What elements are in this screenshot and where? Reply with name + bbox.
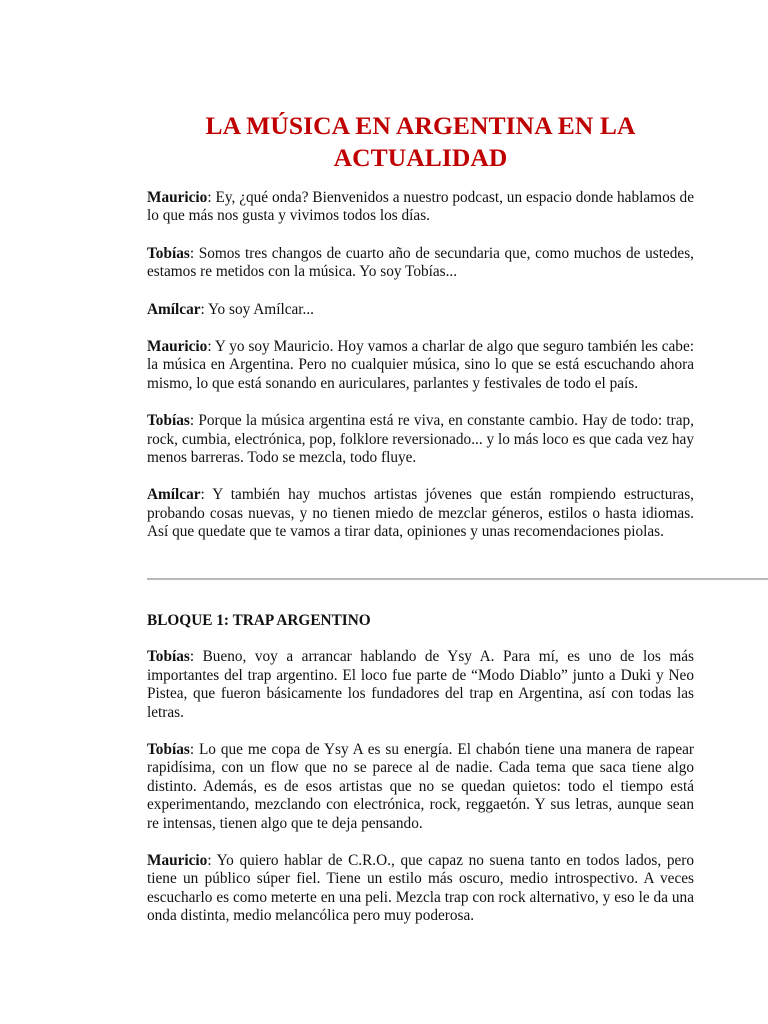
- dialogue-paragraph: [147, 412, 694, 467]
- speaker-name: Tobías: [147, 741, 190, 759]
- dialogue-text: : Bueno, voy a arrancar hablando de Ysy A. Para mí, es uno de los más importantes del trap argentino. El loco fue parte de “Modo Diablo” junto a Duki y Neo Pistea, que fueron básicamente los fundadores del trap en Argentina, así con todas las letras.: [147, 648, 694, 721]
- title-line-2: ACTUALIDAD: [333, 143, 508, 172]
- dialogue-text: : Y también hay muchos artistas jóvenes que están rompiendo estructuras, probando cosas nuevas, y no tienen miedo de mezclar géneros, estilos o hasta idiomas. Así que quedate que te vamos a tirar data, opiniones y unas recomendaciones piolas.: [147, 486, 694, 541]
- document-title: [147, 110, 694, 174]
- dialogue-paragraph: [147, 852, 694, 926]
- dialogue-paragraph: [147, 486, 694, 541]
- dialogue-text: : Somos tres changos de cuarto año de secundaria que, como muchos de ustedes, estamos re metidos con la música. Yo soy Tobías...: [147, 244, 694, 281]
- dialogue-paragraph: [147, 648, 694, 722]
- dialogue-text: : Yo quiero hablar de C.R.O., que capaz no suena tanto en todos lados, pero tiene un público súper fiel. Tiene un estilo más oscuro, medio introspectivo. A veces escucharlo es como meterte en una peli. Mezcla trap con rock alternativo, y eso le da una onda distinta, medio melancólica pero muy poderosa.: [147, 852, 694, 925]
- horizontal-divider: [147, 578, 768, 580]
- dialogue-text: : Y yo soy Mauricio. Hoy vamos a charlar de algo que seguro también les cabe: la música en Argentina. Pero no cualquier música, sino lo que se está escuchando ahora mismo, lo que está sonando en auriculares, parlantes y festivales de todo el país.: [147, 338, 694, 392]
- title-line-1: LA MÚSICA EN ARGENTINA EN LA: [205, 111, 636, 140]
- dialogue-text: : Ey, ¿qué onda? Bienvenidos a nuestro podcast, un espacio donde hablamos de lo que más nos gusta y vivimos todos los días.: [147, 189, 694, 225]
- dialogue-text: : Lo que me copa de Ysy A es su energía. El chabón tiene una manera de rapear rapidísima, con un flow que no se parece al de nadie. Cada tema que saca tiene algo distinto. Además, es de esos artistas que no se quedan quietos: todo el tiempo está experimentando, mezclando con electrónica, rock, reggaetón. Y sus letras, aunque sean re intensas, tienen algo que te deja pensando.: [147, 741, 694, 832]
- section-heading: BLOQUE 1: TRAP ARGENTINO: [147, 612, 371, 629]
- dialogue-paragraph: [147, 189, 694, 226]
- speaker-name: Mauricio: [147, 189, 208, 206]
- dialogue-paragraph: [147, 301, 694, 319]
- speaker-name: Amílcar: [147, 486, 201, 504]
- speaker-name: Tobías: [147, 412, 190, 430]
- speaker-name: Tobías: [147, 244, 190, 262]
- speaker-name: Amílcar: [147, 300, 201, 318]
- dialogue-paragraph: [147, 338, 694, 393]
- intro-block: [147, 110, 694, 561]
- section-block-trap: [147, 612, 694, 945]
- dialogue-text: : Yo soy Amílcar...: [200, 300, 315, 318]
- speaker-name: Mauricio: [147, 338, 208, 356]
- dialogue-paragraph: [147, 741, 694, 833]
- dialogue-text: : Porque la música argentina está re viva, en constante cambio. Hay de todo: trap, rock, cumbia, electrónica, pop, folklore reversionado... y lo más loco es que cada vez hay menos barreras. Todo se mezcla, todo fluye.: [147, 412, 694, 467]
- speaker-name: Tobías: [147, 648, 190, 666]
- speaker-name: Mauricio: [147, 852, 208, 870]
- dialogue-paragraph: [147, 245, 694, 282]
